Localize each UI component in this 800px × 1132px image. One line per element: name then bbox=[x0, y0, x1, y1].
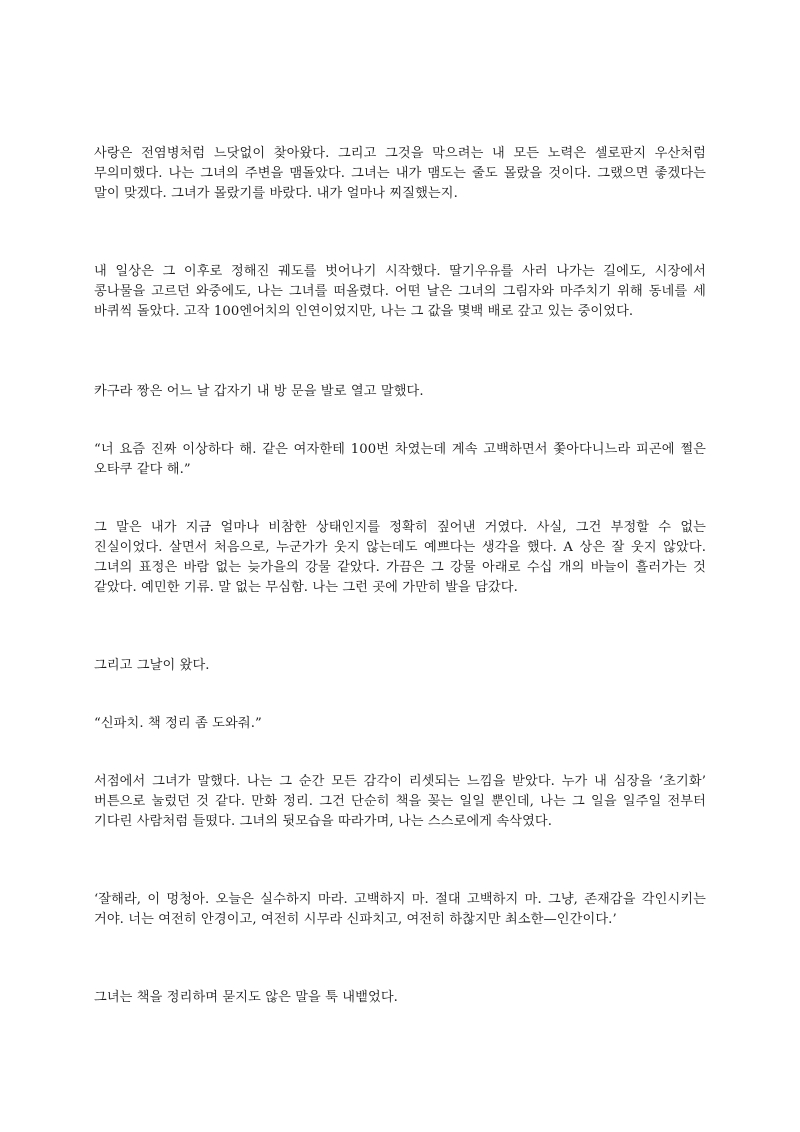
paragraph-1: 사랑은 전염병처럼 느닷없이 찾아왔다. 그리고 그것을 막으려는 내 모든 노력은 셀로판지 우산처럼 무의미했다. 나는 그녀의 주변을 맴돌았다. 그녀는 내가 맴도는 줄도 몰랐을 것이다. 그랬으면 좋겠다는 말이 맞겠다. 그녀가 몰랐기를 바랐다. 내가 얼마나 찌질했는지. bbox=[94, 146, 706, 201]
paragraph-8: 서점에서 그녀가 말했다. 나는 그 순간 모든 감각이 리셋되는 느낌을 받았다. 누가 내 심장을 ‘초기화’ 버튼으로 눌렀던 것 같다. 만화 정리. 그건 단순히 책을 꽂는 일일 뿐인데, 나는 그 일을 일주일 전부터 기다린 사람처럼 들떴다. 그녀의 뒷모습을 따라가며, 나는 스스로에게 속삭였다. bbox=[94, 774, 706, 829]
paragraph-7: “신파치. 책 정리 좀 도와줘.” bbox=[94, 716, 262, 731]
paragraph-6: 그리고 그날이 왔다. bbox=[94, 658, 210, 673]
paragraph-10: 그녀는 책을 정리하며 묻지도 않은 말을 툭 내뱉었다. bbox=[94, 990, 398, 1005]
paragraph-3: 카구라 짱은 어느 날 갑자기 내 방 문을 발로 열고 말했다. bbox=[94, 384, 424, 399]
paragraph-5: 그 말은 내가 지금 얼마나 비참한 상태인지를 정확히 짚어낸 거였다. 사실, 그건 부정할 수 없는 진실이었다. 살면서 처음으로, 누군가가 웃지 않는데도 예쁘다는 생각을 했다. A 상은 잘 웃지 않았다. 그녀의 표정은 바람 없는 늦가을의 강물 같았다. 가끔은 그 강물 아래로 수십 개의 바늘이 흘러가는 것 같았다. 예민한 기류. 말 없는 무심함. 나는 그런 곳에 가만히 발을 담갔다. bbox=[94, 520, 706, 595]
paragraph-4: “너 요즘 진짜 이상하다 해. 같은 여자한테 100번 차였는데 계속 고백하면서 쫓아다니느라 피곤에 쩔은 오타쿠 같다 해.” bbox=[94, 442, 706, 477]
paragraph-2: 내 일상은 그 이후로 정해진 궤도를 벗어나기 시작했다. 딸기우유를 사러 나가는 길에도, 시장에서 콩나물을 고르던 와중에도, 나는 그녀를 떠올렸다. 어떤 날은 그녀의 그림자와 마주치기 위해 동네를 세 바퀴씩 돌았다. 고작 100엔어치의 인연이었지만, 나는 그 값을 몇백 배로 갚고 있는 중이었다. bbox=[94, 264, 706, 319]
paragraph-9: ‘잘해라, 이 멍청아. 오늘은 실수하지 마라. 고백하지 마. 절대 고백하지 마. 그냥, 존재감을 각인시키는 거야. 너는 여전히 안경이고, 여전히 시무라 신파치고, 여전히 하찮지만 최소한—인간이다.’ bbox=[94, 892, 706, 927]
